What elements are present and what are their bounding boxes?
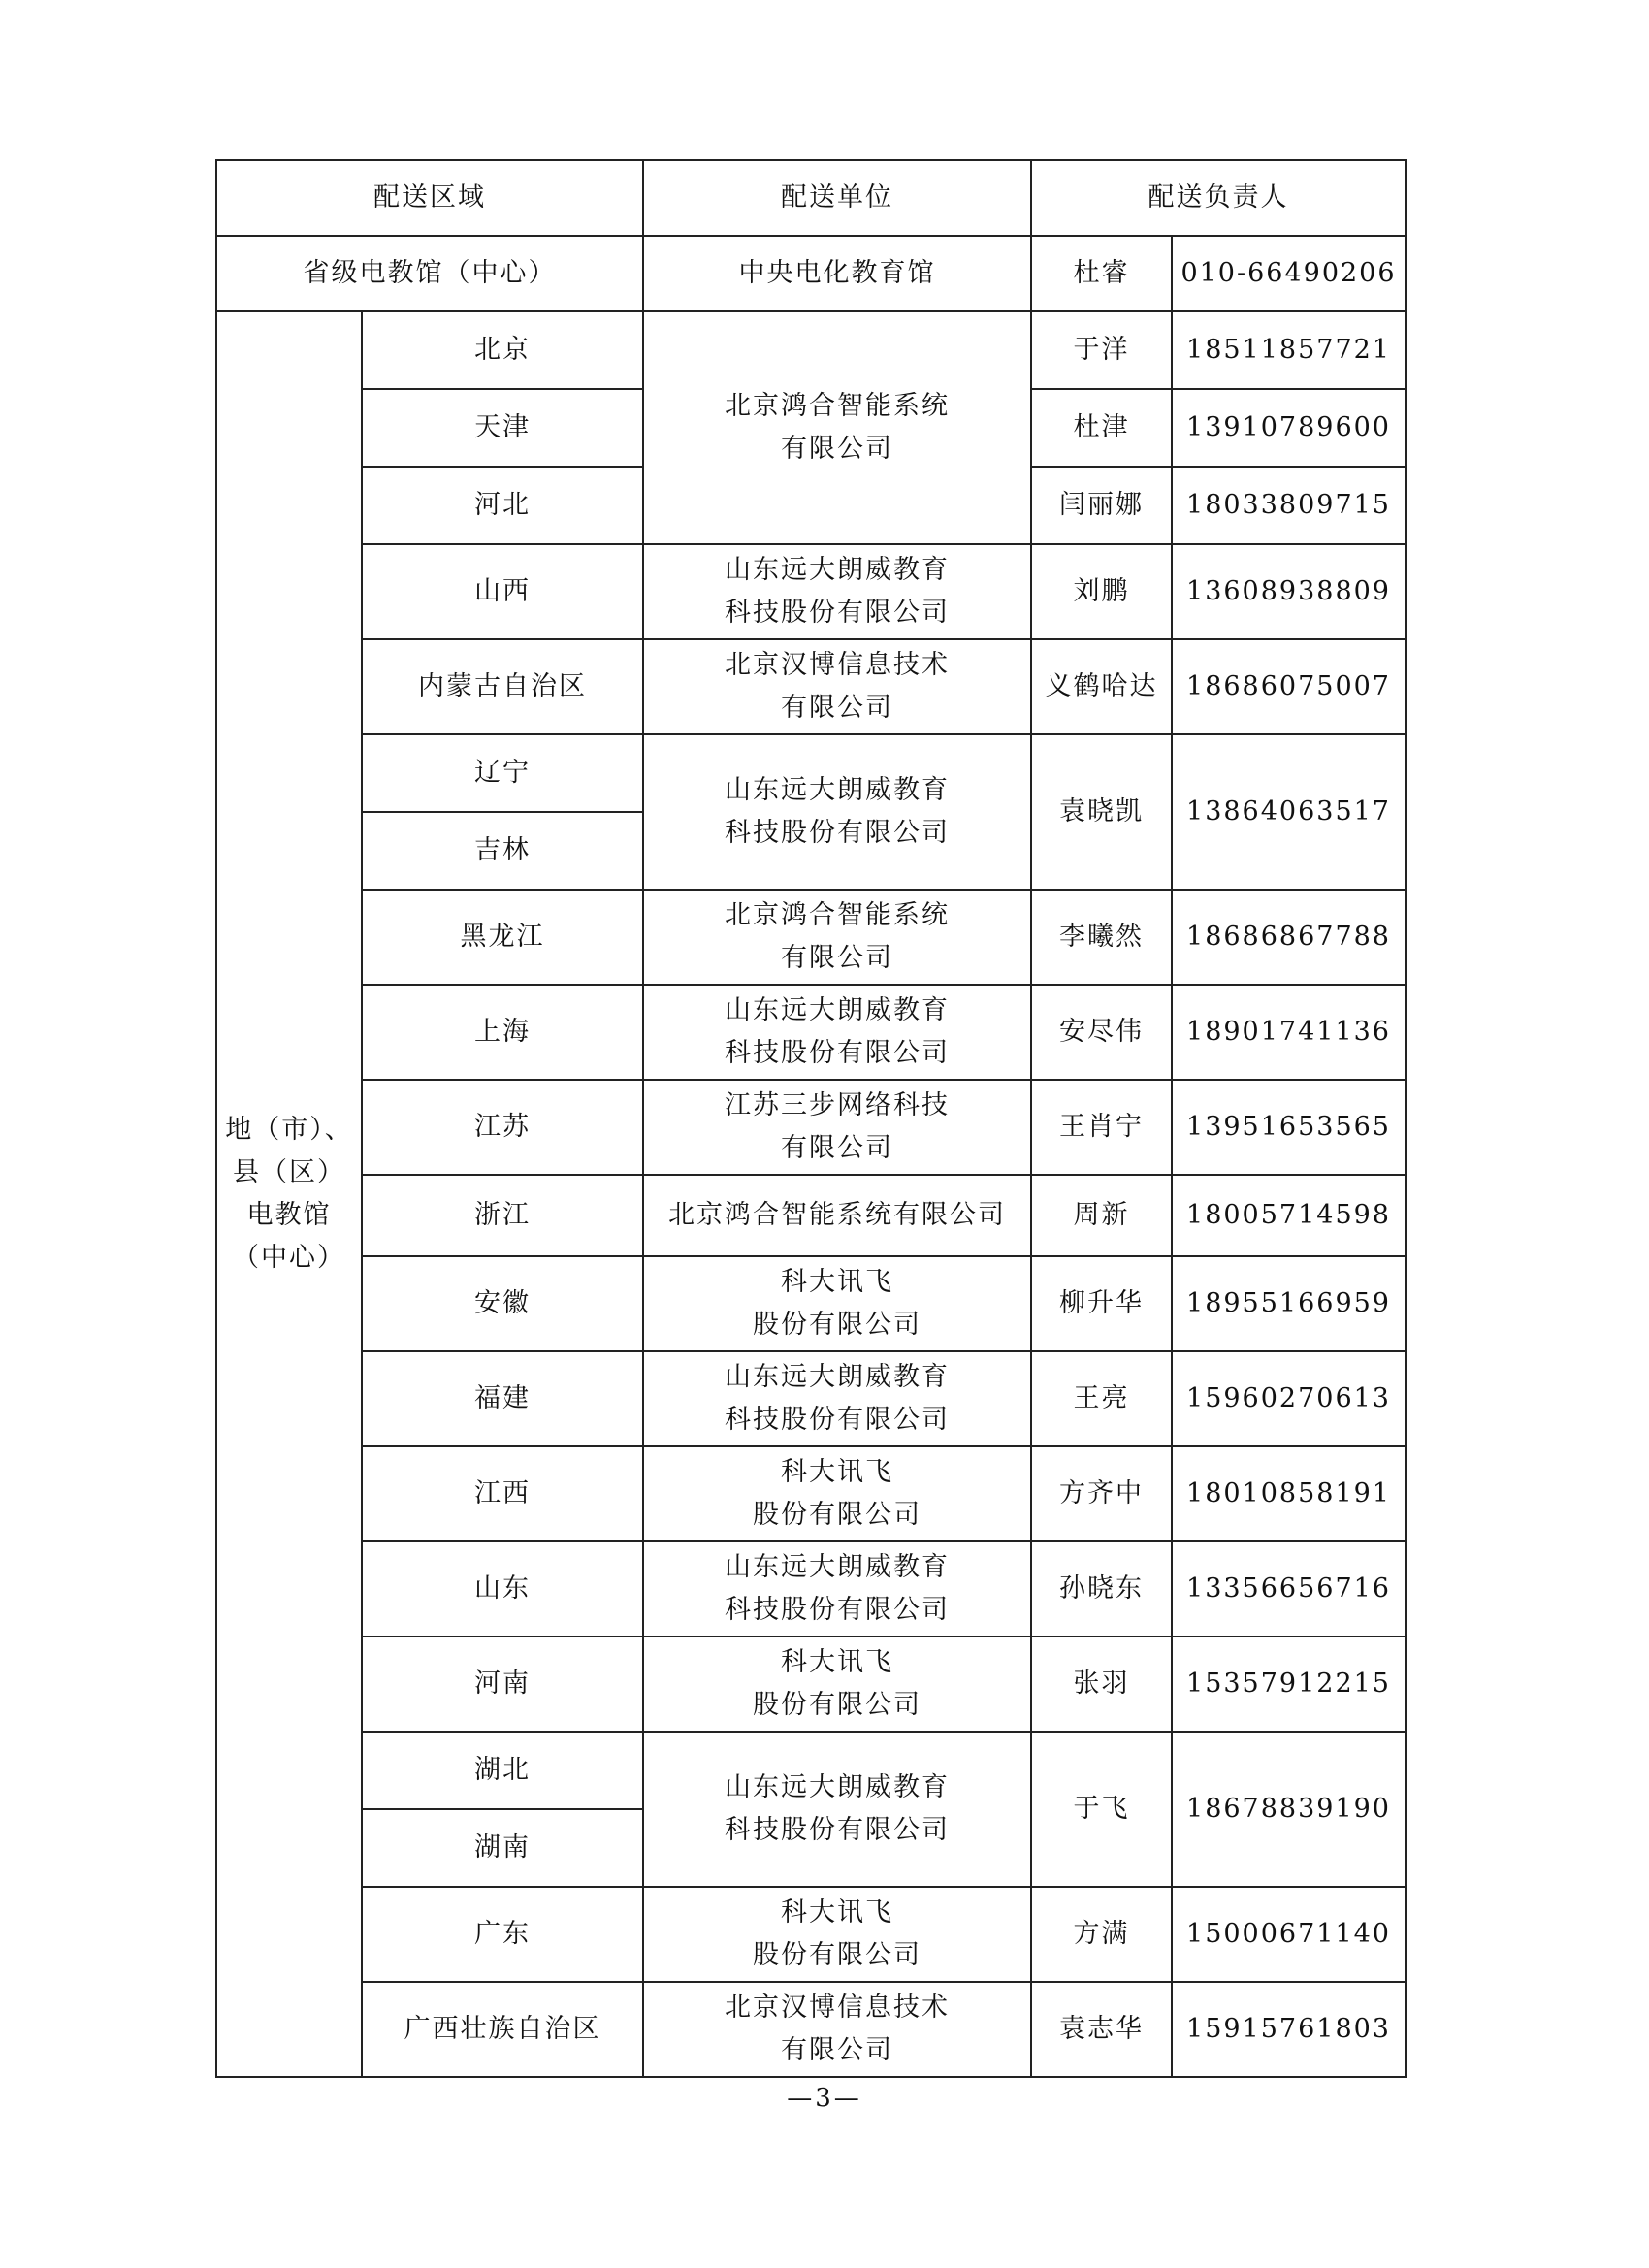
region-cell: 河北: [362, 467, 643, 544]
table-row: [216, 1351, 1406, 1446]
page-number: —3—: [787, 2084, 862, 2113]
header-unit: 配送单位: [643, 160, 1031, 236]
person-cell: 安尽伟: [1031, 985, 1172, 1080]
unit-cell: 北京鸿合智能系统 有限公司: [643, 890, 1031, 985]
unit-cell: 北京鸿合智能系统有限公司: [643, 1175, 1031, 1256]
person-cell: 于洋: [1031, 311, 1172, 389]
region-cell: 福建: [362, 1351, 643, 1446]
table-row: [216, 639, 1406, 734]
table-row: [216, 1636, 1406, 1732]
unit-cell: 山东远大朗威教育 科技股份有限公司: [643, 985, 1031, 1080]
person-cell: 袁志华: [1031, 1982, 1172, 2077]
header-person: 配送负责人: [1031, 160, 1406, 236]
local-level-label: 地（市）、 县（区） 电教馆 （中心）: [216, 311, 362, 2077]
provincial-region: 省级电教馆（中心）: [216, 236, 643, 311]
person-cell: 柳升华: [1031, 1256, 1172, 1351]
person-cell: 方满: [1031, 1887, 1172, 1982]
region-cell: 天津: [362, 389, 643, 467]
table-row: [216, 1887, 1406, 1982]
phone-cell: 15000671140: [1172, 1887, 1406, 1982]
distribution-table: [215, 159, 1406, 2078]
provincial-unit: 中央电化教育馆: [643, 236, 1031, 311]
region-cell: 湖南: [362, 1809, 643, 1887]
region-cell: 江西: [362, 1446, 643, 1541]
phone-cell: 13608938809: [1172, 544, 1406, 639]
unit-cell: 山东远大朗威教育 科技股份有限公司: [643, 1351, 1031, 1446]
table-row: [216, 1175, 1406, 1256]
table-row: [216, 311, 1406, 389]
person-cell: 义鹤哈达: [1031, 639, 1172, 734]
phone-cell: 18005714598: [1172, 1175, 1406, 1256]
phone-cell: 15357912215: [1172, 1636, 1406, 1732]
region-cell: 黑龙江: [362, 890, 643, 985]
unit-cell: 江苏三步网络科技 有限公司: [643, 1080, 1031, 1175]
region-cell: 上海: [362, 985, 643, 1080]
phone-cell: 18033809715: [1172, 467, 1406, 544]
unit-cell: 山东远大朗威教育 科技股份有限公司: [643, 1541, 1031, 1636]
unit-cell: 科大讯飞 股份有限公司: [643, 1256, 1031, 1351]
unit-cell: 科大讯飞 股份有限公司: [643, 1636, 1031, 1732]
table-header-row: [216, 160, 1406, 236]
table-row: [216, 544, 1406, 639]
table-row: [216, 985, 1406, 1080]
unit-cell: 山东远大朗威教育 科技股份有限公司: [643, 1732, 1031, 1887]
table-row: [216, 1541, 1406, 1636]
region-cell: 山西: [362, 544, 643, 639]
region-cell: 广西壮族自治区: [362, 1982, 643, 2077]
phone-cell: 15915761803: [1172, 1982, 1406, 2077]
person-cell: 闫丽娜: [1031, 467, 1172, 544]
unit-cell: 北京汉博信息技术 有限公司: [643, 639, 1031, 734]
phone-cell: 15960270613: [1172, 1351, 1406, 1446]
provincial-phone: 010-66490206: [1172, 236, 1406, 311]
table-row: [216, 1080, 1406, 1175]
table-row: [216, 1732, 1406, 1809]
region-cell: 吉林: [362, 812, 643, 890]
region-cell: 湖北: [362, 1732, 643, 1809]
region-cell: 江苏: [362, 1080, 643, 1175]
region-cell: 北京: [362, 311, 643, 389]
table-row: [216, 1982, 1406, 2077]
phone-cell: 13864063517: [1172, 734, 1406, 890]
unit-cell: 科大讯飞 股份有限公司: [643, 1446, 1031, 1541]
phone-cell: 18686867788: [1172, 890, 1406, 985]
phone-cell: 13356656716: [1172, 1541, 1406, 1636]
table-row: [216, 1446, 1406, 1541]
table-row: [216, 734, 1406, 812]
region-cell: 辽宁: [362, 734, 643, 812]
region-cell: 浙江: [362, 1175, 643, 1256]
provincial-person: 杜睿: [1031, 236, 1172, 311]
phone-cell: 18010858191: [1172, 1446, 1406, 1541]
phone-cell: 18901741136: [1172, 985, 1406, 1080]
region-cell: 河南: [362, 1636, 643, 1732]
region-cell: 内蒙古自治区: [362, 639, 643, 734]
person-cell: 刘鹏: [1031, 544, 1172, 639]
region-cell: 山东: [362, 1541, 643, 1636]
header-region: 配送区域: [216, 160, 643, 236]
person-cell: 王亮: [1031, 1351, 1172, 1446]
region-cell: 广东: [362, 1887, 643, 1982]
unit-cell: 山东远大朗威教育 科技股份有限公司: [643, 544, 1031, 639]
unit-cell: 科大讯飞 股份有限公司: [643, 1887, 1031, 1982]
phone-cell: 18511857721: [1172, 311, 1406, 389]
person-cell: 周新: [1031, 1175, 1172, 1256]
phone-cell: 13910789600: [1172, 389, 1406, 467]
person-cell: 王肖宁: [1031, 1080, 1172, 1175]
table-row-provincial: [216, 236, 1406, 311]
person-cell: 张羽: [1031, 1636, 1172, 1732]
table-row: [216, 890, 1406, 985]
phone-cell: 13951653565: [1172, 1080, 1406, 1175]
phone-cell: 18678839190: [1172, 1732, 1406, 1887]
person-cell: 杜津: [1031, 389, 1172, 467]
region-cell: 安徽: [362, 1256, 643, 1351]
unit-cell: 北京鸿合智能系统 有限公司: [643, 311, 1031, 544]
unit-cell: 山东远大朗威教育 科技股份有限公司: [643, 734, 1031, 890]
person-cell: 孙晓东: [1031, 1541, 1172, 1636]
phone-cell: 18955166959: [1172, 1256, 1406, 1351]
person-cell: 于飞: [1031, 1732, 1172, 1887]
unit-cell: 北京汉博信息技术 有限公司: [643, 1982, 1031, 2077]
person-cell: 李曦然: [1031, 890, 1172, 985]
person-cell: 袁晓凯: [1031, 734, 1172, 890]
person-cell: 方齐中: [1031, 1446, 1172, 1541]
table-row: [216, 1256, 1406, 1351]
phone-cell: 18686075007: [1172, 639, 1406, 734]
